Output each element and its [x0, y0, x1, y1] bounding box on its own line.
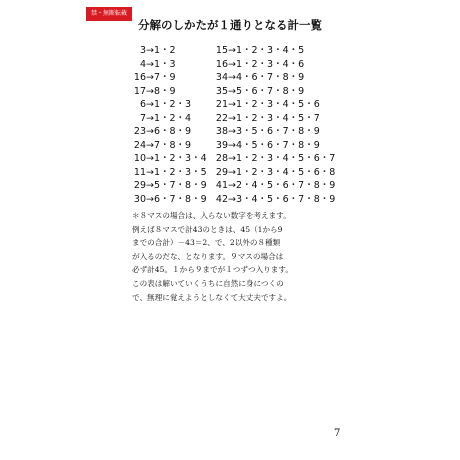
table-row [0, 71, 460, 85]
left-entry [124, 98, 191, 112]
sum-value: 34 [215, 72, 228, 83]
arrow-icon: → [146, 126, 154, 137]
parts-list: 2・4・5・6・7・8・9 [235, 180, 336, 191]
note-line: ＊８マスの場合は、入らない数字を考えます。 [132, 211, 291, 220]
right-entry [210, 166, 335, 180]
sum-value: 23 [133, 126, 146, 137]
table-row [0, 98, 460, 112]
left-entry [124, 179, 207, 193]
explanatory-note [132, 209, 342, 304]
sum-value: 7 [139, 112, 146, 124]
right-entry [210, 152, 335, 166]
page-title: 分解のしかたが１通りとなる計一覧 [138, 18, 322, 32]
page-number: 7 [334, 428, 341, 439]
sum-value: 3 [139, 45, 146, 56]
left-entry [124, 71, 176, 85]
sum-value: 10 [133, 153, 146, 164]
arrow-icon: → [146, 193, 154, 205]
left-entry [124, 193, 207, 207]
parts-list: 1・2 [153, 45, 176, 56]
left-entry [124, 58, 176, 72]
sum-combination-table [0, 44, 460, 206]
parts-list: 7・8・9 [153, 139, 192, 151]
parts-list: 3・4・5・6・7・8・9 [235, 193, 336, 205]
note-line: 必ず計45。１から９までが１つずつ入ります。 [132, 265, 293, 275]
parts-list: 1・2・3・4 [153, 153, 207, 164]
parts-list: 7・9 [153, 72, 176, 83]
arrow-icon: → [228, 72, 236, 83]
parts-list: 8・9 [153, 85, 176, 97]
table-row [0, 44, 460, 58]
table-row [0, 58, 460, 72]
sum-value: 28 [215, 153, 228, 164]
sum-value: 35 [215, 85, 228, 97]
arrow-icon: → [146, 58, 154, 70]
sum-value: 21 [215, 99, 228, 110]
arrow-icon: → [146, 166, 154, 178]
table-row [0, 125, 460, 139]
sum-value: 16 [215, 58, 228, 70]
sum-value: 22 [215, 112, 228, 124]
parts-list: 4・5・6・7・8・9 [235, 139, 320, 151]
table-row [0, 179, 460, 193]
sum-value: 39 [215, 139, 228, 151]
right-entry [210, 112, 320, 126]
right-entry [210, 58, 304, 72]
right-entry [210, 44, 304, 58]
sum-value: 24 [133, 139, 146, 151]
right-entry [210, 71, 304, 85]
sum-value: 29 [133, 180, 146, 191]
sum-value: 42 [215, 193, 228, 205]
arrow-icon: → [146, 112, 154, 124]
left-entry [124, 112, 191, 126]
arrow-icon: → [228, 139, 236, 151]
left-entry [124, 125, 191, 139]
parts-list: 1・2・3・5 [153, 166, 207, 178]
parts-list: 1・2・3・4・5・7 [235, 112, 320, 124]
arrow-icon: → [228, 153, 236, 164]
left-entry [124, 139, 191, 153]
parts-list: 1・2・4 [153, 112, 192, 124]
sum-value: 29 [215, 166, 228, 178]
parts-list: 4・6・7・8・9 [235, 72, 305, 83]
left-entry [124, 166, 207, 180]
parts-list: 1・2・3・4・5 [235, 45, 305, 56]
table-row [0, 85, 460, 99]
table-row [0, 139, 460, 153]
arrow-icon: → [146, 99, 154, 110]
arrow-icon: → [228, 85, 236, 97]
copyright-stamp: 禁・無断転載 [86, 7, 132, 21]
parts-list: 6・7・8・9 [153, 193, 207, 205]
left-entry [124, 44, 176, 58]
parts-list: 5・6・7・8・9 [235, 85, 305, 97]
arrow-icon: → [146, 153, 154, 164]
note-line: で、無理に覚えようとしなくて大丈夫ですよ。 [132, 292, 292, 302]
arrow-icon: → [228, 126, 236, 137]
parts-list: 1・2・3・4・5・6 [235, 99, 320, 110]
sum-value: 15 [215, 45, 228, 56]
parts-list: 1・3 [153, 58, 176, 70]
sum-value: 38 [215, 126, 228, 137]
table-row [0, 193, 460, 207]
arrow-icon: → [146, 85, 154, 97]
arrow-icon: → [146, 180, 154, 191]
sum-value: 4 [139, 58, 146, 70]
arrow-icon: → [228, 193, 236, 205]
parts-list: 1・2・3・4・5・6・8 [235, 166, 336, 178]
sum-value: 6 [139, 99, 146, 110]
parts-list: 1・2・3・4・5・6・7 [235, 153, 336, 164]
table-row [0, 112, 460, 126]
right-entry [210, 193, 335, 207]
arrow-icon: → [228, 112, 236, 124]
right-entry [210, 125, 320, 139]
right-entry [210, 139, 320, 153]
arrow-icon: → [228, 99, 236, 110]
table-row [0, 152, 460, 166]
parts-list: 6・8・9 [153, 126, 192, 137]
sum-value: 11 [133, 166, 146, 178]
left-entry [124, 152, 207, 166]
right-entry [210, 85, 304, 99]
table-row [0, 166, 460, 180]
sum-value: 30 [133, 193, 146, 205]
sum-value: 41 [215, 180, 228, 191]
arrow-icon: → [146, 139, 154, 151]
parts-list: 1・2・3・4・6 [235, 58, 305, 70]
parts-list: 5・7・8・9 [153, 180, 207, 191]
arrow-icon: → [228, 166, 236, 178]
arrow-icon: → [228, 45, 236, 56]
arrow-icon: → [228, 58, 236, 70]
sum-value: 17 [133, 85, 146, 97]
left-entry [124, 85, 176, 99]
parts-list: 3・5・6・7・8・9 [235, 126, 320, 137]
note-line: この表は解いていくうちに自然に身につくの [132, 278, 284, 288]
note-line: 例えば８マスで計43のときは、45（1から9 [132, 224, 283, 234]
parts-list: 1・2・3 [153, 99, 192, 110]
sum-value: 16 [133, 72, 146, 83]
note-line: までの合計）－43＝2、で、2以外の８種類 [132, 238, 281, 248]
arrow-icon: → [146, 45, 154, 56]
right-entry [210, 179, 335, 193]
right-entry [210, 98, 320, 112]
arrow-icon: → [146, 72, 154, 83]
note-line: が入るのだな、となります。９マスの場合は [132, 251, 284, 261]
arrow-icon: → [228, 180, 236, 191]
